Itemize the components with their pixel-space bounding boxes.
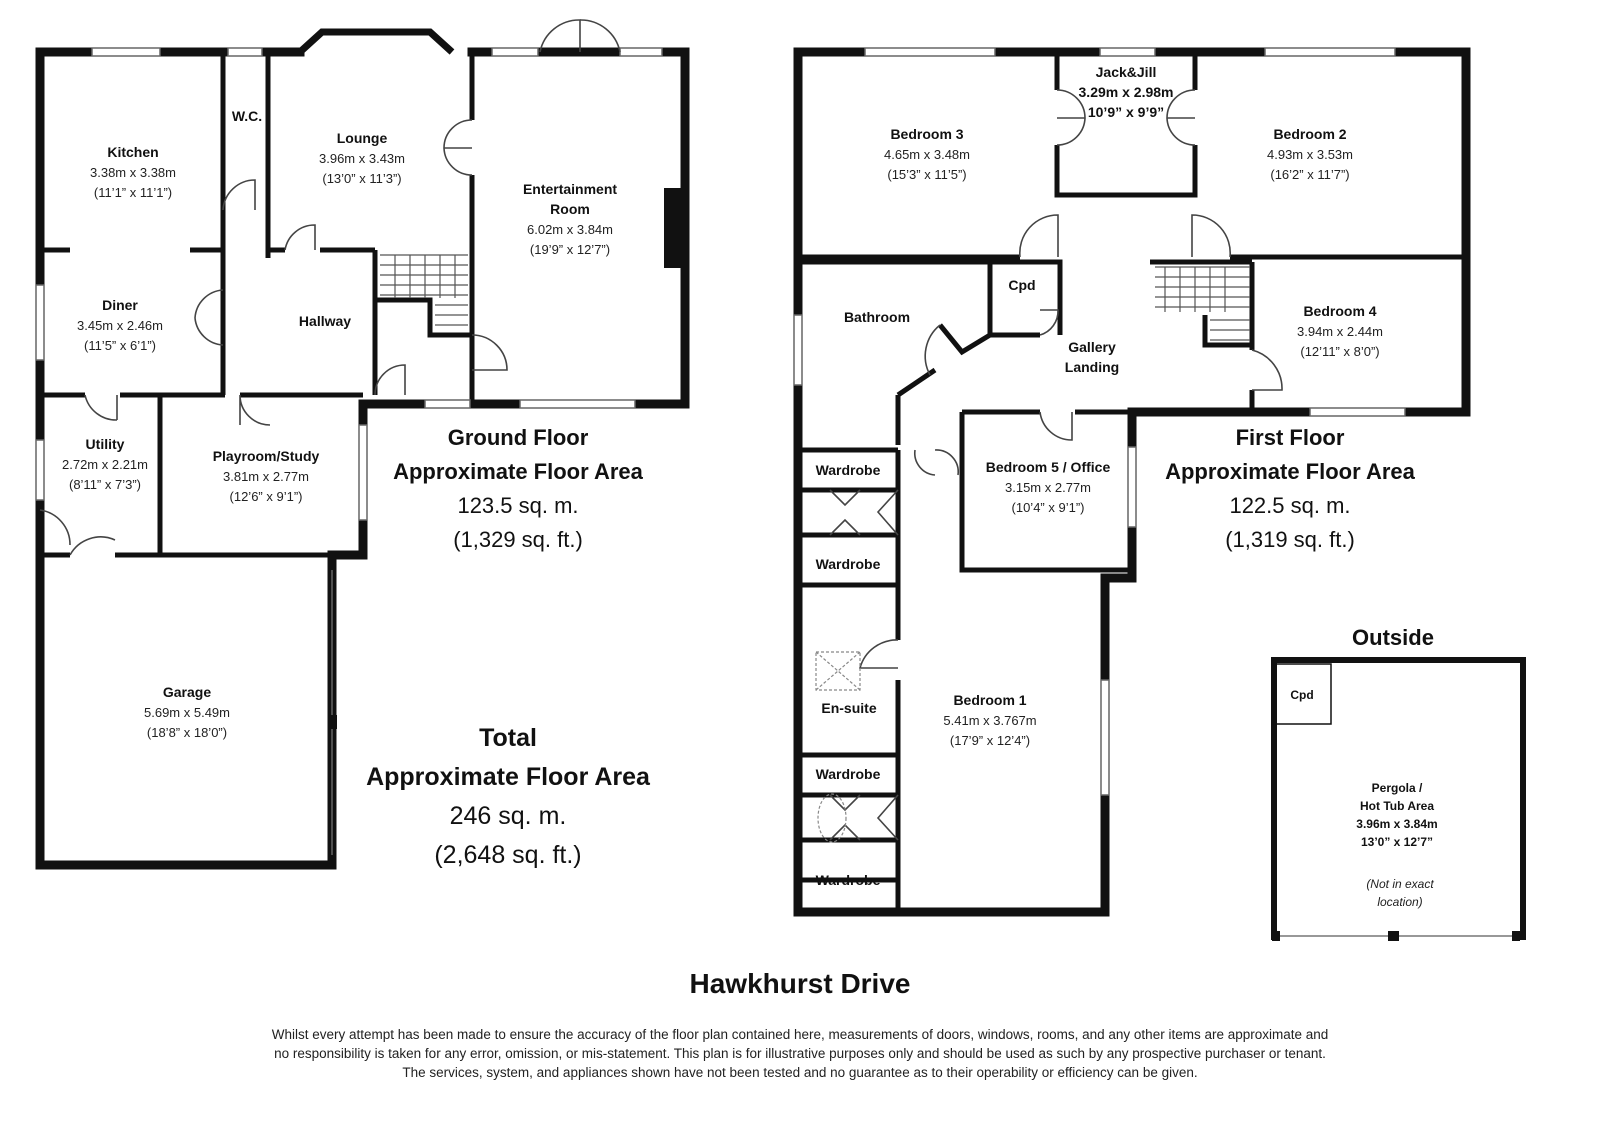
room-hallway (299, 313, 351, 329)
garage-name: Garage (162, 684, 212, 700)
room-bedroom3 (884, 126, 970, 182)
playroom-name: Playroom/Study (212, 448, 320, 464)
disclaimer-line-1: Whilst every attempt has been made to ensure the accuracy of the floor plan contained here, measurements of doors, windows, rooms, and any other items are approximate and (271, 1027, 1329, 1042)
diner-name: Diner (102, 297, 138, 313)
gallery-line2: Landing (1064, 359, 1120, 375)
room-entertainment (523, 181, 617, 257)
entertainment-name-1: Entertainment (522, 181, 618, 197)
kitchen-name: Kitchen (107, 144, 159, 160)
garage-imperial: (18’8” x 18’0”) (146, 725, 228, 740)
bedroom2-metric: 4.93m x 3.53m (1267, 147, 1353, 162)
property-name: Hawkhurst Drive (689, 968, 911, 999)
ground-stairs (380, 255, 468, 325)
bathroom-name: Bathroom (843, 309, 911, 325)
playroom-imperial: (12’6” x 9’1”) (229, 489, 303, 504)
room-diner (77, 297, 163, 353)
outside-title: Outside (1352, 625, 1434, 650)
cpd-name: Cpd (1008, 277, 1036, 293)
bedroom5-imperial: (10’4” x 9’1”) (1011, 500, 1085, 515)
kitchen-metric: 3.38m x 3.38m (90, 165, 176, 180)
playroom-metric: 3.81m x 2.77m (223, 469, 309, 484)
room-ensuite (821, 700, 876, 716)
bedroom2-imperial: (16’2” x 11’7”) (1270, 167, 1350, 182)
room-bedroom5 (986, 459, 1111, 515)
room-lounge (319, 130, 405, 186)
wardrobe-label-3: Wardrobe (815, 766, 881, 782)
bedroom4-imperial: (12’11” x 8’0”) (1300, 344, 1380, 359)
ground-area-sqm: 123.5 sq. m. (457, 493, 579, 518)
room-wc (232, 108, 262, 124)
bedroom1-name: Bedroom 1 (953, 692, 1027, 708)
utility-imperial: (8’11” x 7’3”) (68, 477, 142, 492)
entertainment-metric: 6.02m x 3.84m (527, 222, 613, 237)
diner-metric: 3.45m x 2.46m (77, 318, 163, 333)
room-kitchen (90, 144, 176, 200)
room-cpd (1008, 277, 1035, 293)
outside-cpd: Cpd (1290, 688, 1314, 702)
pergola-line1: Pergola / (1371, 781, 1423, 795)
fireplace (664, 188, 682, 268)
wc-name: W.C. (231, 108, 263, 124)
first-area-sqft: (1,319 sq. ft.) (1225, 527, 1355, 552)
ground-area-sqft: (1,329 sq. ft.) (453, 527, 583, 552)
bay-window (300, 32, 452, 52)
pergola-imperial: 13’0” x 12’7” (1360, 835, 1434, 849)
bedroom3-name: Bedroom 3 (890, 126, 964, 142)
pergola-line2: Hot Tub Area (1360, 799, 1434, 813)
first-area-sqm: 122.5 sq. m. (1229, 493, 1351, 518)
utility-name: Utility (85, 436, 125, 452)
total-area-title: Total (479, 724, 537, 752)
garage-metric: 5.69m x 5.49m (144, 705, 230, 720)
lounge-metric: 3.96m x 3.43m (319, 151, 405, 166)
bedroom3-metric: 4.65m x 3.48m (884, 147, 970, 162)
wardrobe-label-2: Wardrobe (815, 556, 881, 572)
ground-area-subtitle: Approximate Floor Area (393, 459, 643, 484)
total-area (366, 724, 651, 869)
pergola-label (1356, 781, 1437, 909)
jackjill-name: Jack&Jill (1095, 64, 1157, 80)
outside-plan (1272, 625, 1523, 941)
wardrobe-label-4: Wardrobe (815, 872, 881, 888)
gallery-line1: Gallery (1068, 339, 1116, 355)
bedroom5-name: Bedroom 5 / Office (985, 459, 1111, 475)
room-utility (62, 436, 148, 492)
ground-floor-area (393, 425, 644, 552)
total-area-sqft: (2,648 sq. ft.) (434, 841, 582, 869)
room-jackjill (1079, 64, 1174, 120)
hallway-name: Hallway (298, 313, 352, 329)
jackjill-imperial: 10’9” x 9’9” (1087, 104, 1165, 120)
ensuite-shower (816, 652, 860, 842)
kitchen-imperial: (11’1” x 11’1”) (93, 185, 173, 200)
total-area-subtitle: Approximate Floor Area (366, 763, 650, 791)
pergola-metric: 3.96m x 3.84m (1356, 817, 1438, 831)
bedroom5-metric: 3.15m x 2.77m (1005, 480, 1091, 495)
first-area-subtitle: Approximate Floor Area (1165, 459, 1415, 484)
jackjill-metric: 3.29m x 2.98m (1078, 84, 1174, 100)
disclaimer (150, 1025, 1450, 1082)
total-area-sqm: 246 sq. m. (449, 802, 567, 830)
utility-metric: 2.72m x 2.21m (62, 457, 148, 472)
ground-area-title: Ground Floor (447, 425, 589, 450)
bedroom4-name: Bedroom 4 (1303, 303, 1377, 319)
wardrobe-labels (816, 462, 881, 888)
room-bedroom4 (1297, 303, 1383, 359)
bedroom2-name: Bedroom 2 (1273, 126, 1347, 142)
room-garage (144, 684, 230, 740)
pergola-note-1: (Not in exact (1366, 877, 1434, 891)
bedroom3-imperial: (15’3” x 11’5”) (887, 167, 967, 182)
entertainment-imperial: (19’9” x 12’7”) (529, 242, 611, 257)
entertainment-name-2: Room (550, 201, 590, 217)
disclaimer-line-2: no responsibility is taken for any error, omission, or mis-statement. This plan is for illustrative purposes only and should be used as such by any prospective purchaser or tenant. (274, 1046, 1326, 1061)
disclaimer-line-3: The services, system, and appliances shown have not been tested and no guarantee as to their operability or efficiency can be given. (402, 1065, 1198, 1080)
bedroom1-metric: 5.41m x 3.767m (943, 713, 1037, 728)
first-area-title: First Floor (1235, 425, 1345, 450)
bedroom4-metric: 3.94m x 2.44m (1297, 324, 1383, 339)
room-bedroom1 (943, 692, 1036, 748)
room-bathroom (844, 309, 910, 325)
diner-imperial: (11’5” x 6’1”) (83, 338, 157, 353)
ensuite-name: En-suite (821, 700, 877, 716)
room-bedroom2 (1267, 126, 1353, 182)
room-playroom (213, 448, 320, 504)
first-floor-area (1165, 425, 1416, 552)
wardrobe-label-1: Wardrobe (815, 462, 881, 478)
lounge-name: Lounge (336, 130, 388, 146)
room-gallery-landing (1065, 339, 1119, 375)
bedroom1-imperial: (17’9” x 12’4”) (949, 733, 1031, 748)
lounge-imperial: (13’0” x 11’3”) (322, 171, 402, 186)
pergola-note-2: location) (1377, 895, 1423, 909)
